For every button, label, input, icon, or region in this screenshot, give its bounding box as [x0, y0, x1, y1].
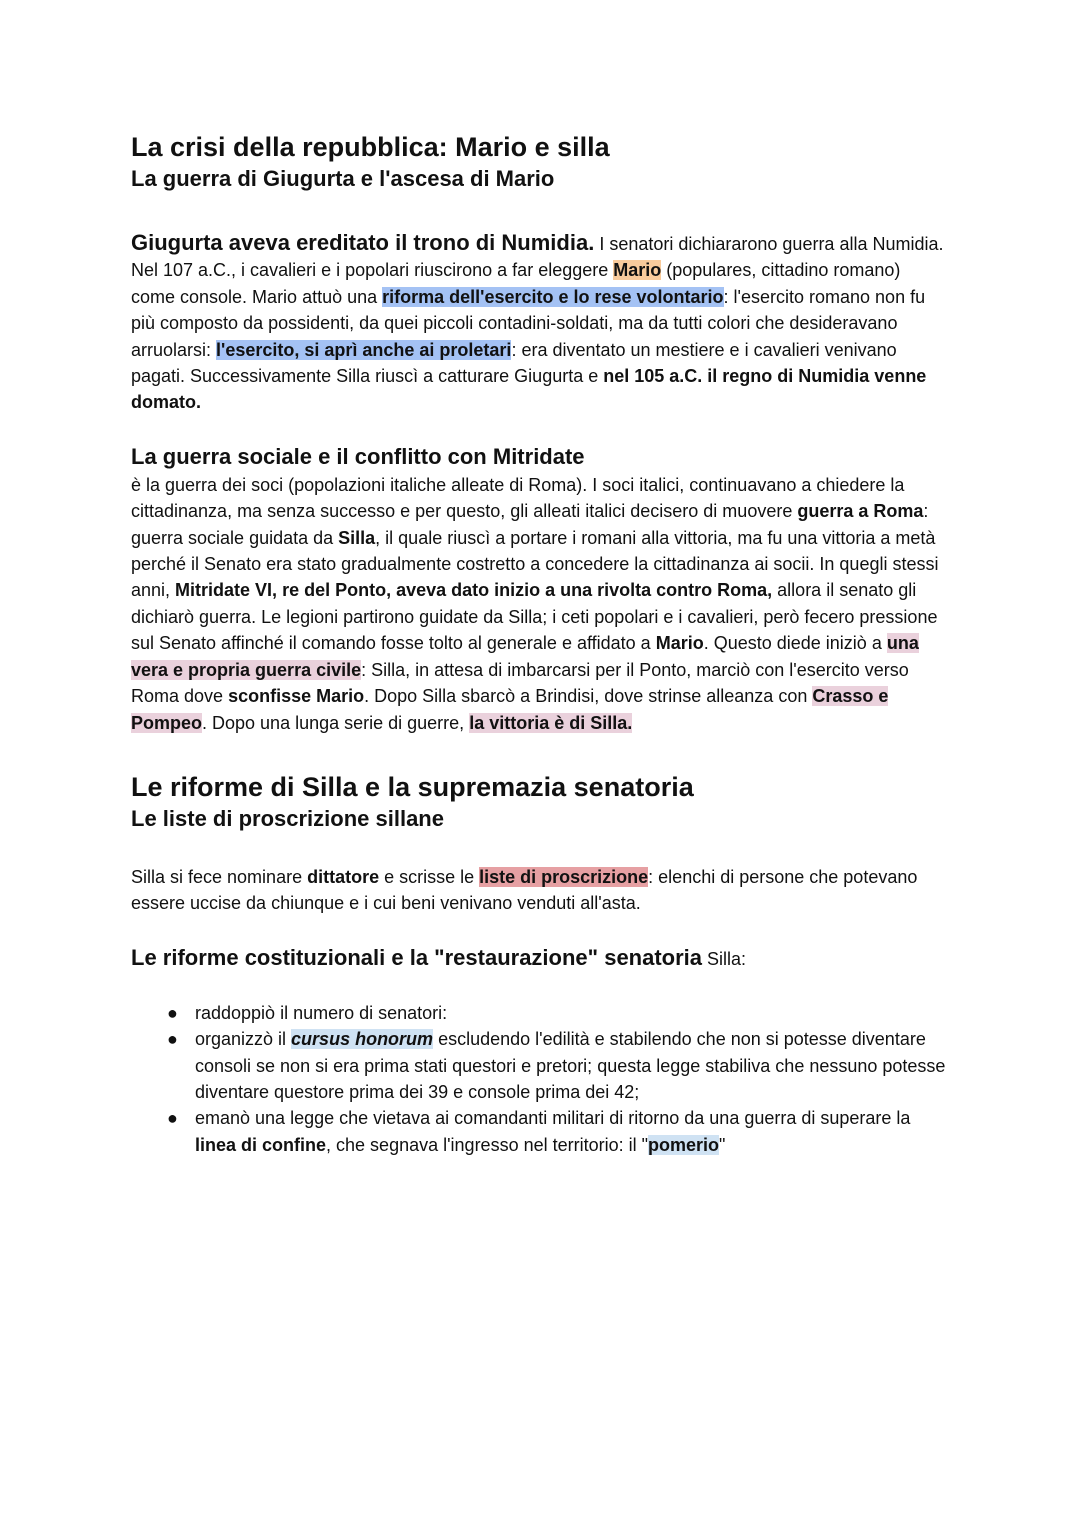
highlight-guerra-civile: una vera e propria guerra civile [131, 633, 919, 680]
paragraph-liste: Silla si fece nominare dittatore e scrisse le liste di proscrizione: elenchi di persone che potevano essere uccise da chiunque e i cui beni venivano venduti all'asta. [131, 866, 918, 914]
bold-numidia: nel 105 a.C. il regno di Numidia venne domato. [131, 366, 927, 413]
highlight-riforma: riforma dell'esercito e lo rese volontario [382, 286, 724, 307]
list-item: ● emanò una legge che vietava ai comandanti militari di ritorno da una guerra di superare la linea di confine, che segnava l'ingresso nel territorio: il "pomerio" [131, 1105, 946, 1158]
subtitle-giugurta: La guerra di Giugurta e l'ascesa di Mario [131, 166, 555, 191]
section-title-crisi: La crisi della repubblica: Mario e silla [131, 132, 610, 162]
highlight-liste: liste di proscrizione [479, 866, 649, 887]
highlight-crasso: Crasso e Pompeo [131, 686, 889, 733]
highlight-vittoria: la vittoria è di Silla. [469, 712, 633, 733]
list-item: ● organizzò il cursus honorum escludendo l'edilità e stabilendo che non si potesse diventare consoli se non si era prima stati questori e pretori; questa legge stabiliva che nessuno potesse diventare questore prima dei 39 e console prima dei 42; [131, 1026, 946, 1105]
bullet-icon: ● [167, 1108, 178, 1129]
paragraph-guerra-sociale: è la guerra dei soci (popolazioni italiche alleate di Roma). I soci italici, continuavano a chiedere la cittadinanza, ma senza successo e per questo, gli alleati italici decisero di muovere guerra a Roma: guerra sociale guidata da Silla, il quale riuscì a portare i romani alla vittoria, ma fu una vittoria a metà perché il Senato era stato gradualmente costretto a concedere la cittadinanza ai socii. In quegli stessi anni, Mitridate VI, re del Ponto, aveva dato inizio a una rivolta contro Roma, allora il senato gli dichiarò guerra. Le legioni partirono guidate da Silla; i ceti popolari e i cavalieri, però fecero pressione sul Senato affinché il comando fosse tolto al generale e affidato a Mario. Questo diede iniziò a una vera e propria guerra civile: Silla, in attesa di imbarcarsi per il Ponto, marciò con l'esercito verso Roma dove sconfisse Mario. Dopo Silla sbarcò a Brindisi, dove strinse alleanza con Crasso e Pompeo. Dopo una lunga serie di guerre, la vittoria è di Silla. [131, 474, 939, 733]
section-title-riforme: Le riforme di Silla e la supremazia senatoria [131, 771, 694, 802]
bold-guerra-roma: guerra a Roma [797, 501, 924, 522]
bold-dittatore: dittatore [307, 866, 380, 887]
highlight-esercito: l'esercito, si aprì anche ai proletari [216, 339, 512, 360]
list-item: ● raddoppiò il numero di senatori: [131, 1000, 946, 1026]
bullet-icon: ● [167, 1002, 178, 1023]
highlight-mario: Mario [613, 260, 662, 281]
highlight-cursus: cursus honorum [291, 1029, 434, 1050]
bold-mitridate: Mitridate VI, re del Ponto, aveva dato inizio a una rivolta contro Roma, [175, 580, 773, 601]
subtitle-guerra-sociale: La guerra sociale e il conflitto con Mitridate [131, 443, 585, 469]
subtitle-riforme-costituzionali: Le riforme costituzionali e la "restaurazione" senatoria Silla: [131, 944, 747, 970]
document-content [131, 130, 946, 1158]
bullet-icon: ● [167, 1029, 178, 1050]
bold-mario: Mario [655, 633, 704, 654]
bold-silla: Silla [338, 527, 376, 548]
riforme-list [131, 1000, 946, 1158]
bold-linea: linea di confine [195, 1134, 327, 1155]
highlight-pomerio: pomerio [648, 1134, 720, 1155]
bold-sconfisse: sconfisse Mario [228, 686, 365, 707]
lead-giugurta: Giugurta aveva ereditato il trono di Numidia. [131, 230, 595, 255]
paragraph-giugurta: Giugurta aveva ereditato il trono di Numidia. I senatori dichiararono guerra alla Numidia. Nel 107 a.C., i cavalieri e i popolari riuscirono a far eleggere Mario (populares, cittadino romano) come console. Mario attuò una riforma dell'esercito e lo rese volontario: l'esercito romano non fu più composto da possidenti, da quei piccoli contadini-soldati, ma da tutti colori che desideravano arruolarsi: l'esercito, si aprì anche ai proletari: era diventato un mestiere e i cavalieri venivano pagati. Successivamente Silla riuscì a catturare Giugurta e nel 105 a.C. il regno di Numidia venne domato. [131, 230, 944, 413]
subtitle-liste: Le liste di proscrizione sillane [131, 805, 444, 831]
